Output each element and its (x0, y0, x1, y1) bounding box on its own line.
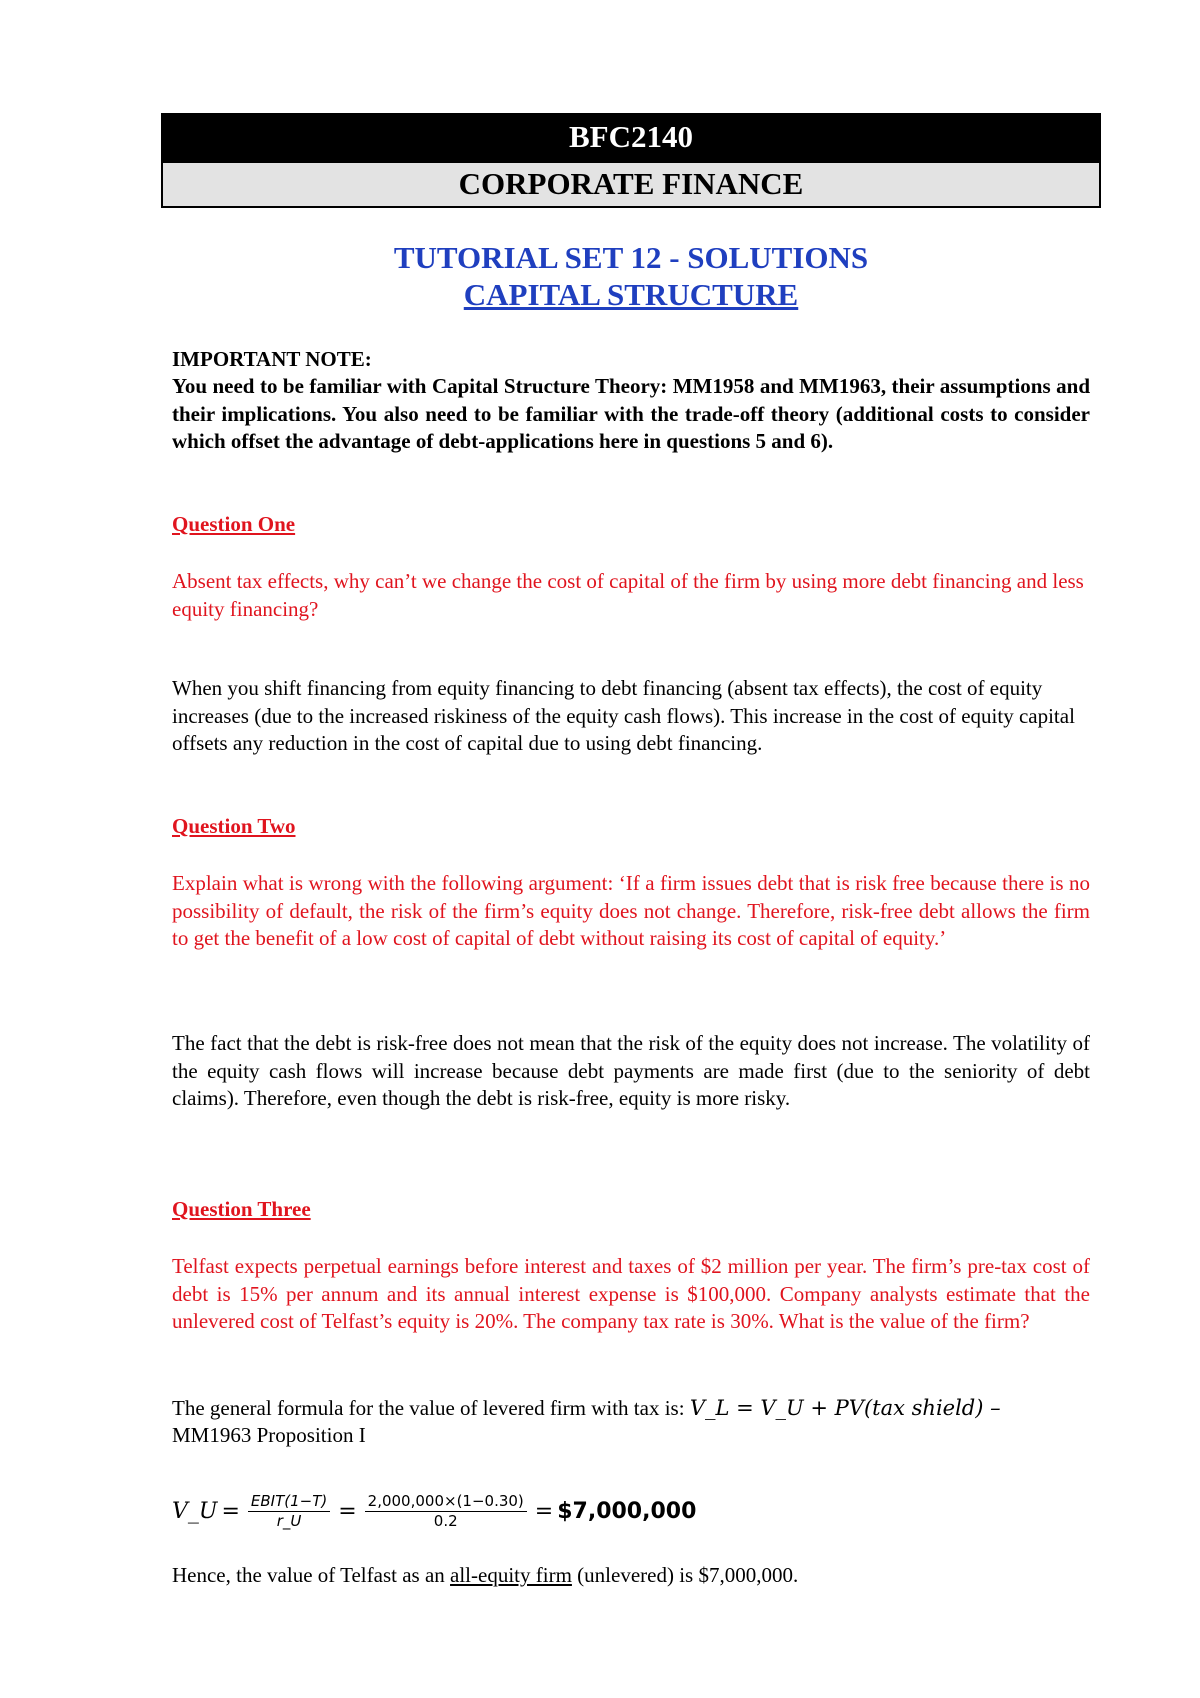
question-two-heading: Question Two (172, 814, 296, 838)
tutorial-title: TUTORIAL SET 12 - SOLUTIONS (393, 240, 869, 275)
fraction-numeric-numerator: 2,000,000×(1−0.30) (365, 1492, 527, 1512)
formula-intro: The general formula for the value of levered firm with tax is: (172, 1396, 685, 1420)
question-two-answer: The fact that the debt is risk-free does not mean that the risk of the equity does not increase. The volatility of the equity cash flows will increase because debt payments are made first (due to the seniority of debt claims). Therefore, even though the debt is risk-free, equity is more risky. (172, 1031, 1090, 1110)
equals-sign: = (221, 1498, 240, 1524)
fraction-general-numerator: EBIT(1−T) (248, 1492, 330, 1512)
unlevered-value-equation (172, 1488, 696, 1534)
fraction-numeric (365, 1492, 527, 1531)
question-one-answer: When you shift financing from equity financing to debt financing (absent tax effects), the cost of equity increases (due to the increased riskiness of the equity cash flows). This increase in the cost of equity capital offsets any reduction in the cost of capital due to using debt financing. (172, 676, 1075, 755)
fraction-numeric-denominator: 0.2 (433, 1511, 458, 1530)
equals-sign: = (534, 1498, 554, 1524)
course-code: BFC2140 (163, 115, 1099, 161)
conclusion-line (172, 1562, 1090, 1590)
question-two-text: Explain what is wrong with the following argument: ‘If a firm issues debt that is risk free because there is no possibility of default, the risk of the firm’s equity does not change. Therefore, risk-free debt allows the firm to get the benefit of a low cost of capital of debt without raising its cost of capital of equity.’ (172, 871, 1090, 950)
formula-expression: V_L = V_U + PV(tax shield) – (689, 1396, 1001, 1420)
question-one-text: Absent tax effects, why can’t we change the cost of capital of the firm by using more debt financing and less equity financing? (172, 569, 1084, 621)
question-three-text: Telfast expects perpetual earnings before interest and taxes of $2 million per year. The firm’s pre-tax cost of debt is 15% per annum and its annual interest expense is $100,000. Company analysts estimate that the unlevered cost of Telfast’s equity is 20%. The company tax rate is 30%. What is the value of the firm? (172, 1254, 1090, 1333)
fraction-general (248, 1492, 330, 1531)
equals-sign: = (338, 1498, 357, 1524)
equation-lhs: V_U (172, 1498, 218, 1524)
fraction-general-denominator: r_U (276, 1511, 302, 1530)
important-note-heading: IMPORTANT NOTE: (172, 347, 372, 371)
important-note-body: You need to be familiar with Capital Structure Theory: MM1958 and MM1963, their assumptions and their implications. You also need to be familiar with the trade-off theory (additional costs to consider which offset the advantage of debt-applications here in questions 5 and 6). (172, 374, 1090, 453)
conclusion-post: (unlevered) is $7,000,000. (577, 1563, 799, 1587)
question-one-heading: Question One (172, 512, 296, 536)
formula-line (172, 1395, 1090, 1423)
formula-reference: MM1963 Proposition I (172, 1423, 366, 1447)
question-three-heading: Question Three (172, 1197, 311, 1221)
conclusion-underlined-term: all-equity firm (450, 1563, 572, 1587)
tutorial-subtitle: CAPITAL STRUCTURE (463, 277, 799, 312)
course-name: CORPORATE FINANCE (163, 161, 1099, 206)
conclusion-pre: Hence, the value of Telfast as an (172, 1563, 445, 1587)
equation-result: $7,000,000 (557, 1498, 697, 1524)
course-header (161, 113, 1101, 208)
